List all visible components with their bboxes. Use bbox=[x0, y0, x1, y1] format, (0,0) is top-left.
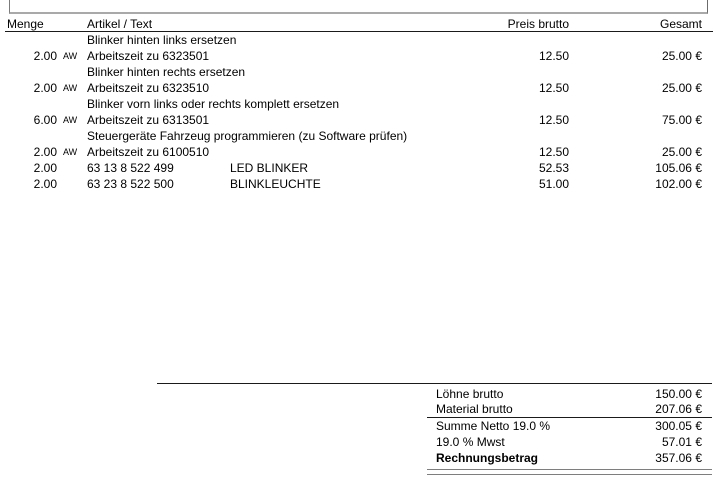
totals-value: 357.06 € bbox=[655, 451, 702, 465]
table-row[interactable] bbox=[0, 32, 721, 48]
article-text-cell: 63 23 8 522 500 bbox=[87, 177, 174, 191]
qty-cell: 2.00 bbox=[33, 161, 57, 175]
article-text-cell: Blinker hinten links ersetzen bbox=[87, 33, 237, 47]
top-edit-box-cutoff[interactable] bbox=[9, 0, 708, 14]
totals-row bbox=[427, 402, 712, 418]
article-text-cell: Steuergeräte Fahrzeug programmieren (zu Software prüfen) bbox=[87, 129, 408, 143]
totals-row bbox=[427, 386, 712, 402]
totals-row bbox=[427, 450, 712, 466]
totals-value: 150.00 € bbox=[655, 387, 702, 401]
invoice-table-header bbox=[5, 16, 713, 32]
price-cell: 12.50 bbox=[538, 49, 569, 63]
qty-cell: 2.00 bbox=[33, 49, 57, 63]
table-row[interactable] bbox=[0, 160, 721, 176]
article-text-cell: Arbeitszeit zu 6313501 bbox=[87, 113, 210, 127]
article-text-cell: Arbeitszeit zu 6323510 bbox=[87, 81, 210, 95]
table-row[interactable] bbox=[0, 96, 721, 112]
article-name-cell: LED BLINKER bbox=[230, 161, 309, 175]
article-text-cell: Arbeitszeit zu 6100510 bbox=[87, 145, 210, 159]
article-text-cell: Blinker hinten rechts ersetzen bbox=[87, 65, 246, 79]
totals-label: Summe Netto 19.0 % bbox=[436, 419, 551, 433]
column-header-menge: Menge bbox=[7, 17, 44, 31]
totals-value: 207.06 € bbox=[655, 402, 702, 416]
table-row[interactable] bbox=[0, 144, 721, 160]
article-text-cell: Arbeitszeit zu 6323501 bbox=[87, 49, 210, 63]
table-row[interactable] bbox=[0, 176, 721, 192]
price-cell: 12.50 bbox=[538, 113, 569, 127]
totals-value: 57.01 € bbox=[661, 435, 702, 449]
totals-row bbox=[427, 434, 712, 450]
totals-top-divider bbox=[157, 383, 712, 384]
price-cell: 52.53 bbox=[538, 161, 569, 175]
totals-value: 300.05 € bbox=[655, 419, 702, 433]
qty-cell: 2.00 bbox=[33, 81, 57, 95]
totals-label: Material brutto bbox=[436, 402, 513, 416]
price-cell: 12.50 bbox=[538, 145, 569, 159]
qty-cell: 6.00 bbox=[33, 113, 57, 127]
qty-cell: 2.00 bbox=[33, 145, 57, 159]
qty-cell: 2.00 bbox=[33, 177, 57, 191]
column-header-gesamt: Gesamt bbox=[659, 17, 702, 31]
unit-cell: AW bbox=[63, 51, 78, 61]
total-cell: 25.00 € bbox=[661, 145, 702, 159]
table-row[interactable] bbox=[0, 112, 721, 128]
totals-label: Rechnungsbetrag bbox=[436, 451, 539, 465]
totals-double-rule bbox=[427, 469, 712, 475]
total-cell: 102.00 € bbox=[655, 177, 702, 191]
table-row[interactable] bbox=[0, 48, 721, 64]
totals-row bbox=[427, 418, 712, 434]
article-text-cell: Blinker vorn links oder rechts komplett ersetzen bbox=[87, 97, 340, 111]
total-cell: 25.00 € bbox=[661, 49, 702, 63]
table-row[interactable] bbox=[0, 80, 721, 96]
column-header-artikel-text: Artikel / Text bbox=[87, 17, 153, 31]
price-cell: 51.00 bbox=[538, 177, 569, 191]
invoice-line-items bbox=[0, 32, 721, 192]
table-row[interactable] bbox=[0, 128, 721, 144]
total-cell: 75.00 € bbox=[661, 113, 702, 127]
totals-label: 19.0 % Mwst bbox=[436, 435, 505, 449]
article-text-cell: 63 13 8 522 499 bbox=[87, 161, 174, 175]
totals-label: Löhne brutto bbox=[436, 387, 504, 401]
table-row[interactable] bbox=[0, 64, 721, 80]
article-name-cell: BLINKLEUCHTE bbox=[230, 177, 321, 191]
total-cell: 105.06 € bbox=[655, 161, 702, 175]
price-cell: 12.50 bbox=[538, 81, 569, 95]
unit-cell: AW bbox=[63, 83, 78, 93]
unit-cell: AW bbox=[63, 115, 78, 125]
total-cell: 25.00 € bbox=[661, 81, 702, 95]
unit-cell: AW bbox=[63, 147, 78, 157]
column-header-preis-brutto: Preis brutto bbox=[507, 17, 569, 31]
totals-section bbox=[427, 386, 712, 466]
